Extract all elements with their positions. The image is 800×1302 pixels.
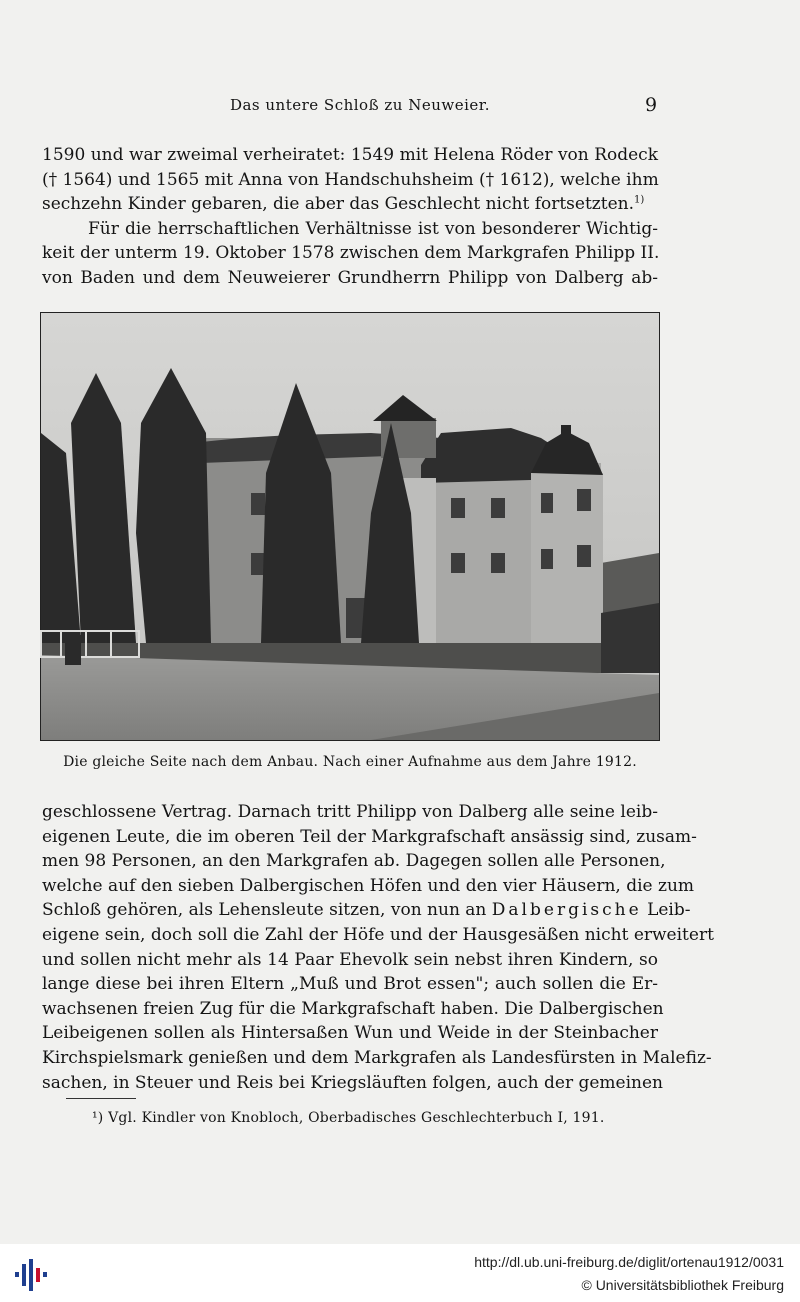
text-line: lange diese bei ihren Eltern „Muß und Brot essen"; auch sollen die Er- — [42, 974, 658, 995]
text-line-tail: Leib- — [647, 900, 691, 921]
text-line: Leibeigenen sollen als Hintersaßen Wun und Weide in der Steinbacher — [42, 1023, 658, 1044]
text-line-content: sechzehn Kinder gebaren, die aber das Geschlecht nicht fortsetzten. — [42, 194, 635, 215]
text-line: welche auf den sieben Dalbergischen Höfen und den vier Häusern, die zum — [42, 875, 695, 896]
text-line: sachen, in Steuer und Reis bei Kriegsläuften folgen, auch der gemeinen — [42, 1072, 664, 1093]
emphasized-word: Dalbergische — [491, 900, 642, 921]
text-line: 1590 und war zweimal verheiratet: 1549 mit Helena Röder von Rodeck — [42, 145, 658, 165]
text-line: eigene sein, doch soll die Zahl der Höfe und der Hausgesäßen nicht erweitert — [42, 924, 714, 945]
digital-library-link[interactable]: http://dl.ub.uni-freiburg.de/diglit/ortenau1912/0031 — [474, 1254, 784, 1270]
paragraph-bottom — [42, 800, 714, 1095]
text-line-content: Schloß gehören, als Lehensleute sitzen, von nun an — [42, 900, 487, 921]
text-line: Für die herrschaftlichen Verhältnisse ist von besonderer Wichtig- — [88, 218, 658, 239]
footnote-marker: 1) — [634, 194, 645, 206]
ub-freiburg-logo-icon — [12, 1256, 52, 1294]
text-line: und sollen nicht mehr als 14 Paar Ehevolk sein nebst ihren Kindern, so — [42, 949, 658, 970]
castle-photo-illustration — [41, 313, 659, 740]
page-number: 9 — [645, 94, 658, 116]
text-line: († 1564) und 1565 mit Anna von Handschuhsheim († 1612), welche ihm — [42, 169, 659, 190]
text-line: keit der unterm 19. Oktober 1578 zwischen dem Markgrafen Philipp II. — [42, 243, 660, 264]
text-line: von Baden und dem Neuweierer Grundherrn Philipp von Dalberg ab- — [42, 267, 658, 288]
copyright-notice: © Universitätsbibliothek Freiburg — [581, 1277, 784, 1293]
running-header: Das untere Schloß zu Neuweier. — [229, 96, 491, 114]
text-line: wachsenen freien Zug für die Markgrafschaft haben. Die Dalbergischen — [42, 998, 664, 1019]
text-line: geschlossene Vertrag. Darnach tritt Philipp von Dalberg alle seine leib- — [42, 802, 658, 822]
text-line — [42, 898, 691, 923]
text-line: men 98 Personen, an den Markgrafen ab. Dagegen sollen alle Personen, — [42, 851, 666, 872]
figure-caption: Die gleiche Seite nach dem Anbau. Nach einer Aufnahme aus dem Jahre 1912. — [63, 754, 637, 770]
text-line — [42, 192, 658, 217]
library-footer — [0, 1244, 800, 1302]
footnote-divider — [66, 1098, 136, 1099]
paragraph-top — [42, 143, 658, 291]
text-line: Kirchspielsmark genießen und dem Markgrafen als Landesfürsten in Malefiz- — [42, 1047, 712, 1068]
footnote: ¹) Vgl. Kindler von Knobloch, Oberbadisches Geschlechterbuch I, 191. — [92, 1110, 605, 1126]
castle-photograph — [40, 312, 660, 741]
text-line: eigenen Leute, die im oberen Teil der Markgrafschaft ansässig sind, zusam- — [42, 826, 697, 847]
